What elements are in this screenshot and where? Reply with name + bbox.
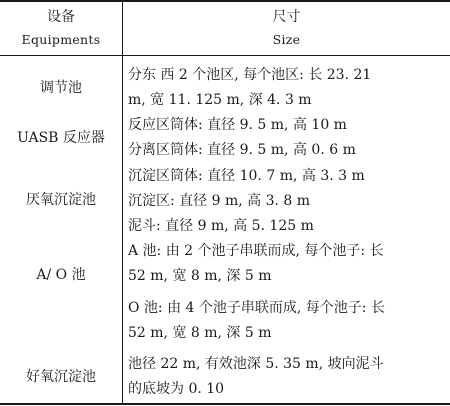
header-rule	[0, 55, 450, 56]
top-rule	[0, 0, 450, 2]
column-divider	[122, 0, 123, 405]
size-line: m, 宽 11. 125 m, 深 4. 3 m	[128, 92, 312, 108]
size-line: 沉淀区: 直径 9 m, 高 3. 8 m	[128, 193, 311, 209]
size-line: 分东 西 2 个池区, 每个池区: 长 23. 21	[128, 67, 372, 83]
equipment-name: 厌氧沉淀池	[26, 192, 96, 208]
size-line: 分离区筒体: 直径 9. 5 m, 高 0. 6 m	[128, 142, 356, 158]
size-line: 52 m, 宽 8 m, 深 5 m	[128, 268, 272, 284]
size-line: A 池: 由 2 个池子串联而成, 每个池子: 长	[128, 243, 384, 259]
size-line: 泥斗: 直径 9 m, 高 5. 125 m	[128, 218, 314, 234]
header-equipment-en: Equipments	[21, 32, 101, 47]
size-line: 反应区筒体: 直径 9. 5 m, 高 10 m	[128, 117, 347, 133]
header-size-en: Size	[272, 32, 301, 47]
equipment-name: A/ O 池	[36, 267, 86, 283]
equipment-name: 好氧沉淀池	[26, 369, 96, 385]
header-size-cn: 尺寸	[272, 9, 301, 25]
equipment-name: UASB 反应器	[17, 130, 105, 146]
size-line: 52 m, 宽 8 m, 深 5 m	[128, 325, 272, 341]
size-line: 池径 22 m, 有效池深 5. 35 m, 坡向泥斗	[128, 356, 384, 372]
bottom-rule	[0, 403, 450, 405]
header-equipment-cn: 设备	[47, 9, 75, 25]
size-line: 沉淀区筒体: 直径 10. 7 m, 高 3. 3 m	[128, 168, 365, 184]
size-line: 的底坡为 0. 10	[128, 381, 225, 397]
size-line: O 池: 由 4 个池子串联而成, 每个池子: 长	[128, 300, 385, 316]
equipment-name: 调节池	[40, 80, 82, 96]
